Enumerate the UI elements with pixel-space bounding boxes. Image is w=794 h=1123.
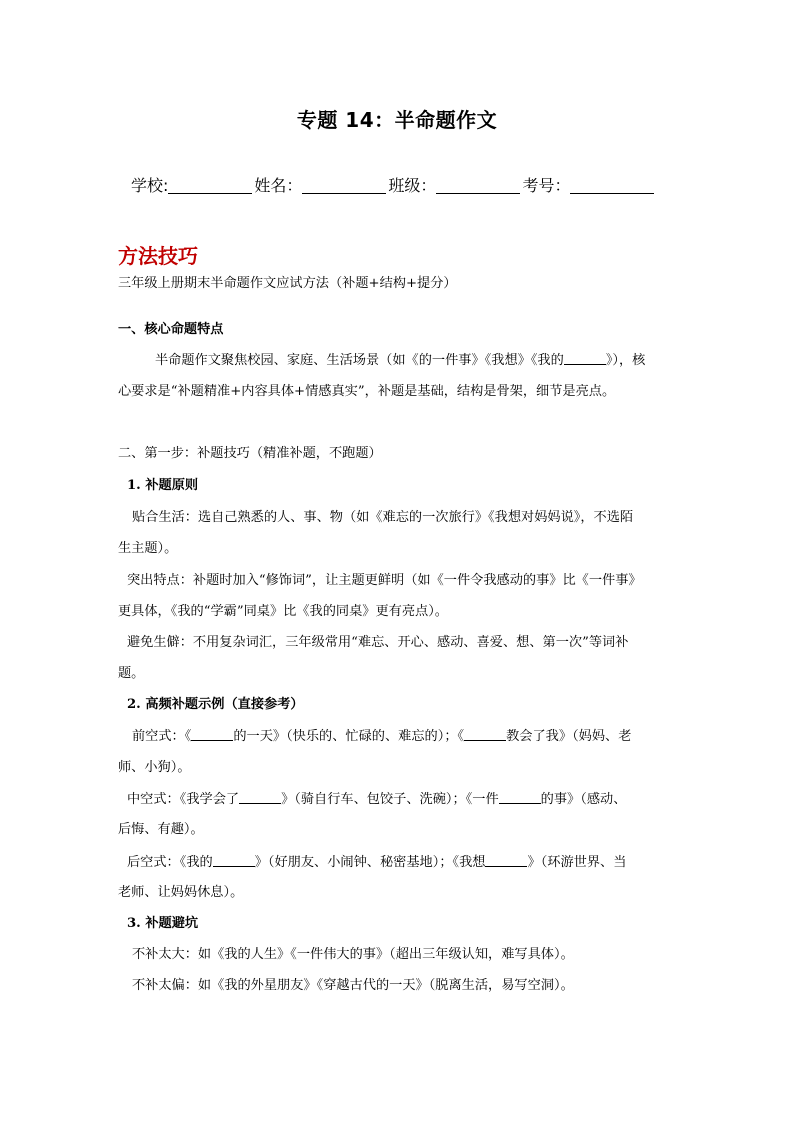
- s1-line2: 生主题）。: [118, 541, 178, 556]
- s2-mid-text-c: 的事》（感动、: [540, 792, 627, 807]
- class-label: 班级：: [388, 176, 437, 195]
- s1-line4: 更具体，《我的“学霸”同桌》比《我的同桌》更有亮点）。: [118, 604, 448, 619]
- s2-front-line2: 师、小狗）。: [118, 760, 191, 775]
- s2-mid-text-b: 》（骑自行车、包饺子、洗碗）；《一件: [281, 792, 499, 807]
- class-blank[interactable]: [436, 177, 520, 194]
- number-blank[interactable]: [570, 177, 654, 194]
- s2-front-blank2: [464, 728, 506, 741]
- s1-line6: 题。: [118, 666, 145, 681]
- s1-line3: 突出特点：补题时加入“修饰词”，让主题更鲜明（如《一件令我感动的事》比《一件事》: [127, 573, 642, 588]
- part2-heading: 二、第一步：补题技巧（精准补题，不跑题）: [118, 446, 382, 461]
- student-info-row: [131, 173, 656, 196]
- s1-heading: 1. 补题原则: [127, 478, 199, 493]
- part1-paragraph-line1: [155, 352, 645, 369]
- name-label: 姓名：: [254, 176, 303, 195]
- school-blank[interactable]: [168, 177, 252, 194]
- s2-back-text-a: 后空式：《我的: [127, 855, 213, 870]
- s2-back-line2: 老师、让妈妈休息）。: [118, 885, 244, 900]
- number-label: 考号：: [522, 176, 571, 195]
- s2-front-blank1: [191, 728, 233, 741]
- s2-mid-blank2: [499, 791, 541, 804]
- part1-heading: 一、核心命题特点: [118, 322, 224, 337]
- s1-line5: 避免生僻：不用复杂词汇，三年级常用“难忘、开心、感动、喜爱、想、第一次”等词补: [127, 635, 629, 650]
- document-title: 专题 14：半命题作文: [296, 108, 498, 132]
- s3-line2: 不补太偏：如《我的外星朋友》《穿越古代的一天》（脱离生活，易写空洞）。: [132, 978, 574, 993]
- s2-mid-blank1: [239, 791, 281, 804]
- s1-line1: 贴合生活：选自己熟悉的人、事、物（如《难忘的一次旅行》《我想对妈妈说》，不选陌: [132, 510, 634, 525]
- s3-heading: 3. 补题避坑: [127, 916, 199, 931]
- subtitle: 三年级上册期末半命题作文应试方法（补题+结构+提分）: [118, 276, 457, 291]
- s2-heading: 2. 高频补题示例（直接参考）: [127, 697, 304, 712]
- s2-mid-line1: [127, 791, 626, 808]
- s2-back-blank1: [213, 854, 255, 867]
- s2-back-blank2: [485, 854, 527, 867]
- name-blank[interactable]: [302, 177, 386, 194]
- s2-back-text-b: 》（好朋友、小闹钟、秘密基地）；《我想: [254, 855, 486, 870]
- s2-mid-text-a: 中空式：《我学会了: [127, 792, 240, 807]
- part1-p1-text-a: 半命题作文聚焦校园、家庭、生活场景（如《的一件事》《我想》《我的: [155, 353, 564, 368]
- part1-p1-text-b: 》），核: [605, 353, 646, 368]
- s2-front-line1: [132, 728, 631, 745]
- s2-back-line1: [127, 854, 626, 871]
- part1-p1-blank: [564, 352, 606, 365]
- s2-front-text-a: 前空式：《: [132, 729, 192, 744]
- s2-front-text-c: 教会了我》（妈妈、老: [506, 729, 632, 744]
- s2-back-text-c: 》（环游世界、当: [527, 855, 627, 870]
- section-heading: 方法技巧: [118, 244, 198, 268]
- school-label: 学校:: [131, 176, 169, 195]
- s2-front-text-b: 的一天》（快乐的、忙碌的、难忘的）；《: [233, 729, 465, 744]
- s3-line1: 不补太大：如《我的人生》《一件伟大的事》（超出三年级认知，难写具体）。: [132, 947, 574, 962]
- s2-mid-line2: 后悔、有趣）。: [118, 822, 204, 837]
- part1-paragraph-line2: 心要求是“补题精准+内容具体+情感真实”，补题是基础，结构是骨架，细节是亮点。: [118, 384, 616, 399]
